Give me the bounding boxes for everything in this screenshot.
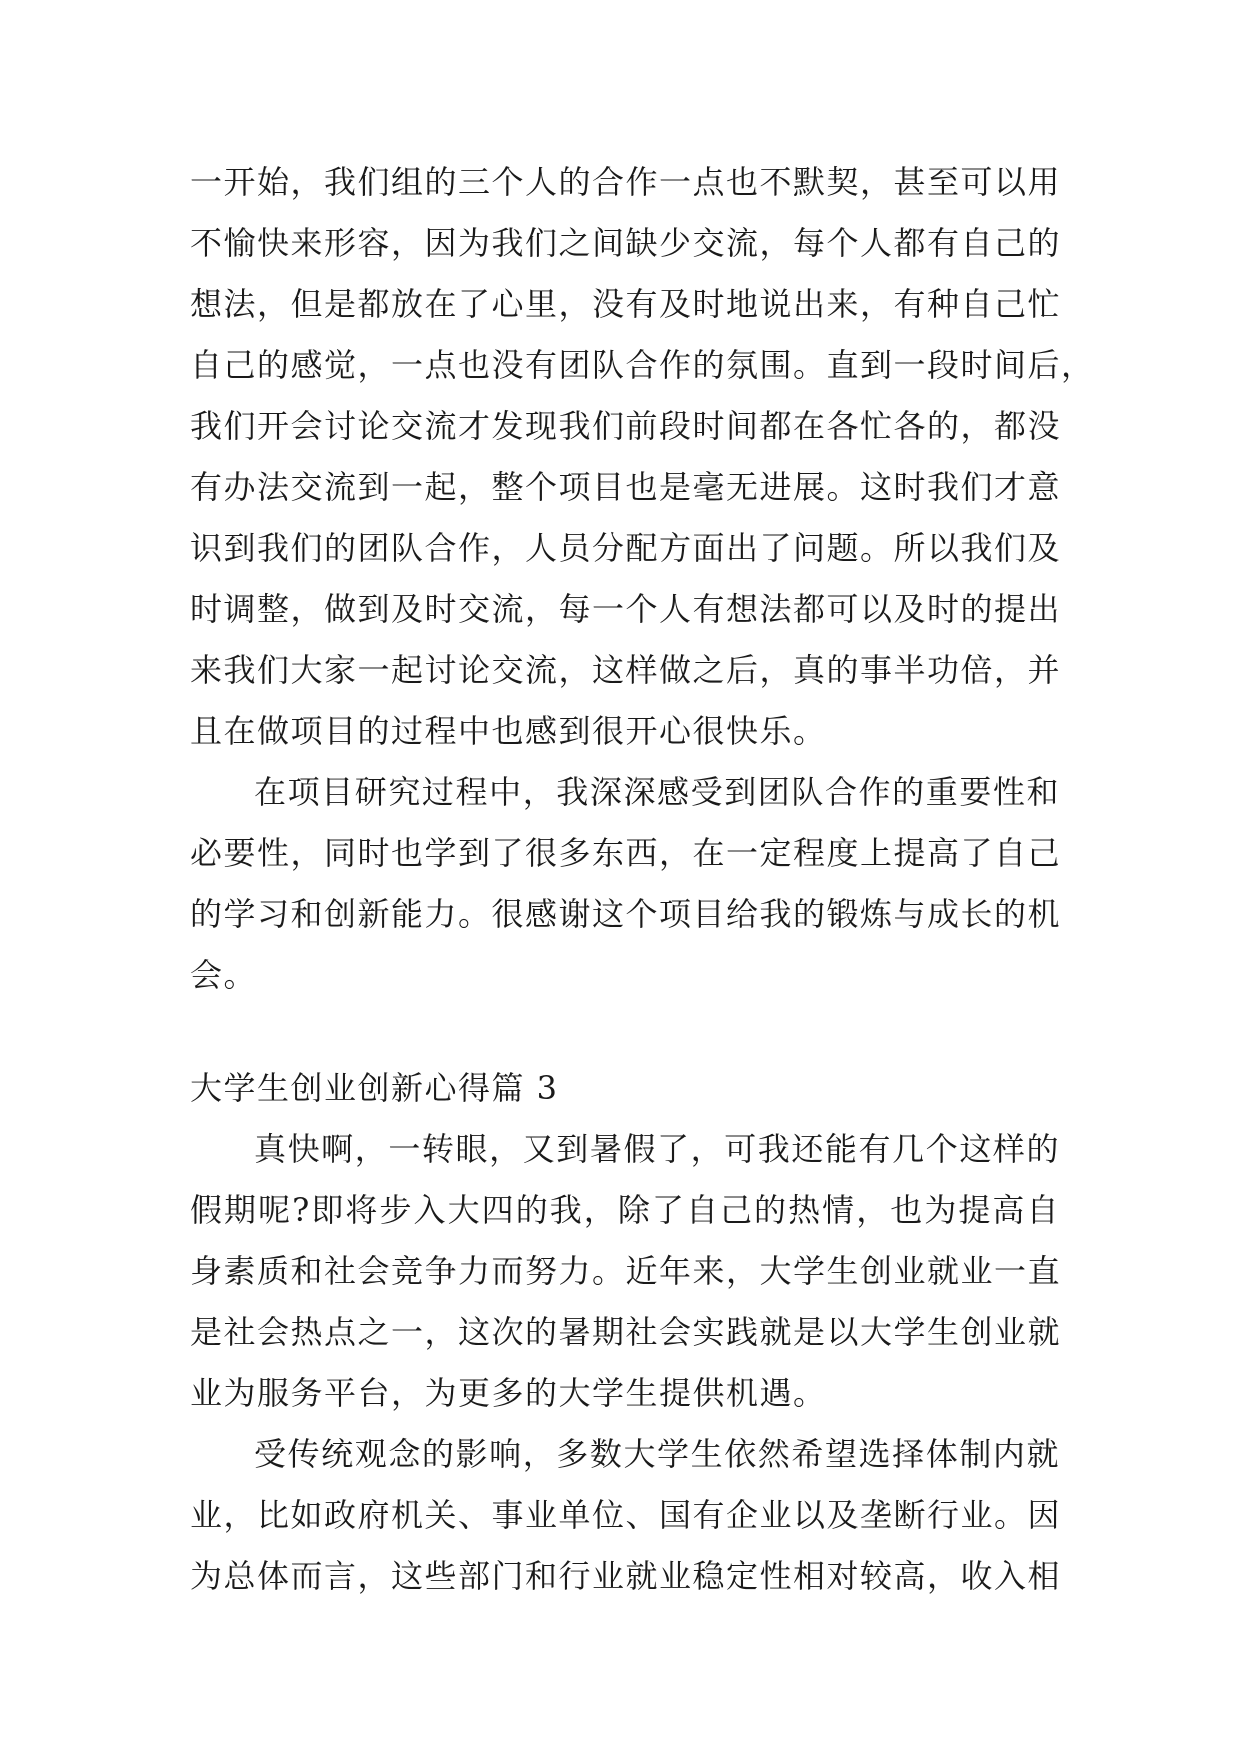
paragraph-line: 我们开会讨论交流才发现我们前段时间都在各忙各的，都没 xyxy=(190,407,1062,445)
paragraph-line: 必要性，同时也学到了很多东西，在一定程度上提高了自己 xyxy=(190,834,1062,872)
paragraph-line: 时调整，做到及时交流，每一个人有想法都可以及时的提出 xyxy=(190,590,1062,628)
paragraph-line: 身素质和社会竞争力而努力。近年来，大学生创业就业一直 xyxy=(190,1252,1062,1290)
paragraph-line: 是社会热点之一，这次的暑期社会实践就是以大学生创业就 xyxy=(190,1313,1062,1351)
paragraph-line: 想法，但是都放在了心里，没有及时地说出来，有种自己忙 xyxy=(190,285,1062,323)
paragraph-line: 业为服务平台，为更多的大学生提供机遇。 xyxy=(190,1374,827,1412)
paragraph-line: 为总体而言，这些部门和行业就业稳定性相对较高，收入相 xyxy=(190,1557,1062,1595)
paragraph-line: 一开始，我们组的三个人的合作一点也不默契，甚至可以用 xyxy=(190,163,1062,201)
paragraph-line: 假期呢?即将步入大四的我，除了自己的热情，也为提高自 xyxy=(190,1191,1060,1229)
paragraph-line: 自己的感觉，一点也没有团队合作的氛围。直到一段时间后， xyxy=(190,346,1095,384)
paragraph-line: 的学习和创新能力。很感谢这个项目给我的锻炼与成长的机 xyxy=(190,895,1062,933)
paragraph-line: 且在做项目的过程中也感到很开心很快乐。 xyxy=(190,712,827,750)
paragraph-line: 业，比如政府机关、事业单位、国有企业以及垄断行业。因 xyxy=(190,1496,1062,1534)
paragraph-line: 有办法交流到一起，整个项目也是毫无进展。这时我们才意 xyxy=(190,468,1062,506)
paragraph-line: 识到我们的团队合作，人员分配方面出了问题。所以我们及 xyxy=(190,529,1062,567)
paragraph-line: 来我们大家一起讨论交流，这样做之后，真的事半功倍，并 xyxy=(190,651,1062,689)
section-heading: 大学生创业创新心得篇 3 xyxy=(190,1069,559,1107)
paragraph-line: 会。 xyxy=(190,956,258,994)
paragraph-first-line: 受传统观念的影响，多数大学生依然希望选择体制内就 xyxy=(254,1435,1060,1473)
paragraph-first-line: 在项目研究过程中，我深深感受到团队合作的重要性和 xyxy=(254,773,1060,811)
paragraph-first-line: 真快啊，一转眼，又到暑假了，可我还能有几个这样的 xyxy=(254,1130,1060,1168)
paragraph-line: 不愉快来形容，因为我们之间缺少交流，每个人都有自己的 xyxy=(190,224,1062,262)
